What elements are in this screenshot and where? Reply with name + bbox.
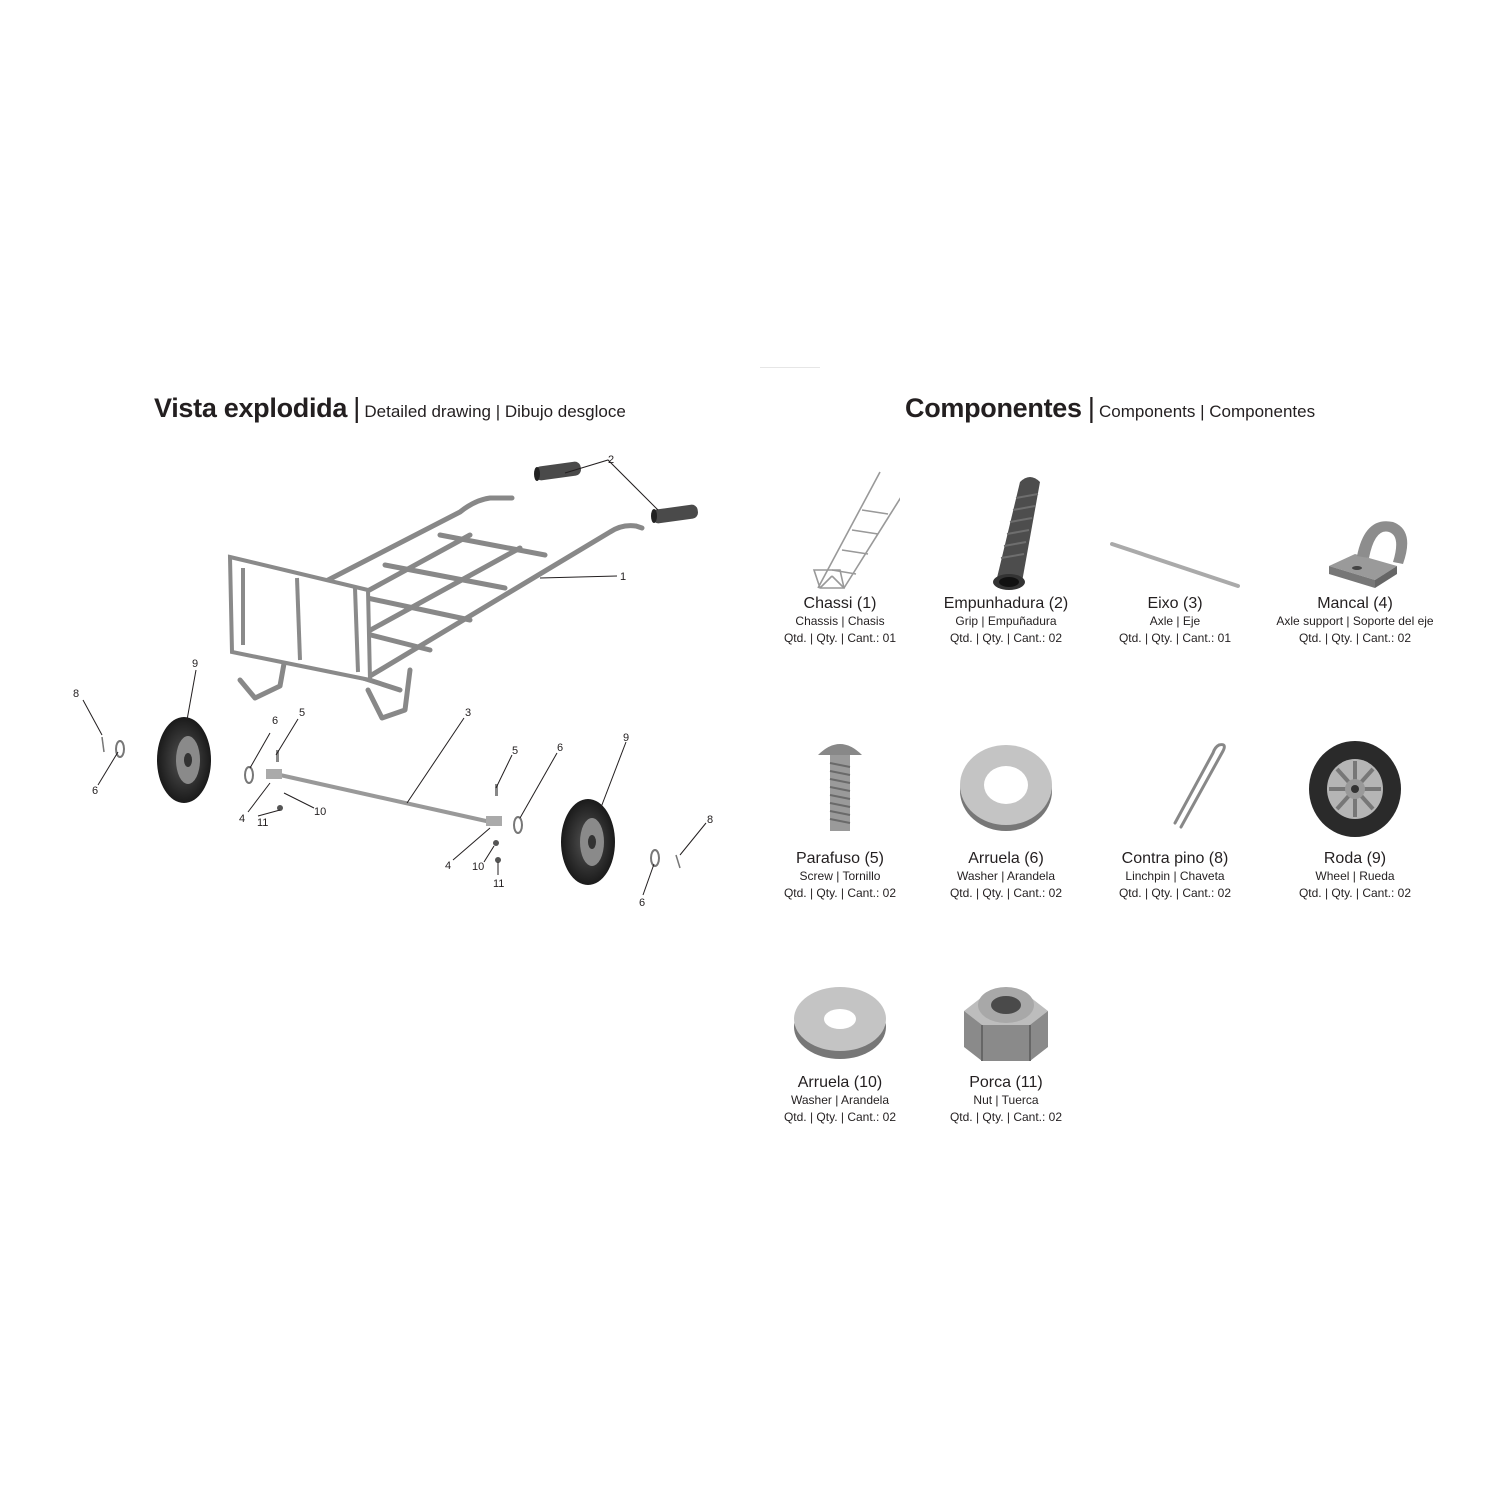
callout-11: 11: [257, 817, 269, 829]
component-quantity: Qtd. | Qty. | Cant.: 02: [1118, 886, 1232, 900]
component-name: Eixo (3): [1147, 595, 1203, 612]
component-grip: [921, 470, 1091, 647]
heading-separator: |: [353, 392, 361, 423]
component-name: Porca (11): [969, 1074, 1043, 1091]
axle-drawing: [280, 775, 495, 823]
callout-1: 1: [620, 571, 627, 583]
nut-icon: [946, 975, 1066, 1071]
component-axle-support: [1270, 470, 1440, 647]
component-name: Parafuso (5): [795, 850, 885, 867]
wheel-icon: [1295, 735, 1415, 847]
components-heading: [905, 392, 1315, 424]
callout-4: 4: [445, 860, 452, 872]
callout-9: 9: [192, 658, 199, 670]
component-washer: [921, 735, 1091, 902]
component-chassis: [755, 470, 925, 647]
callout-8: 8: [73, 688, 80, 700]
chassis-front-plate: [230, 557, 370, 680]
components-title: Componentes: [905, 393, 1082, 423]
component-translation: Nut | Tuerca: [973, 1093, 1039, 1107]
component-translation: Chassis | Chasis: [795, 614, 885, 628]
callout-6: 6: [639, 897, 646, 909]
component-quantity: Qtd. | Qty. | Cant.: 02: [949, 631, 1063, 645]
component-translation: Axle support | Soporte del eje: [1276, 614, 1434, 628]
callout-6: 6: [557, 742, 564, 754]
callout-6: 6: [92, 785, 99, 797]
component-translation: Grip | Empuñadura: [955, 614, 1057, 628]
component-screw: [755, 735, 925, 902]
component-name: Arruela (10): [797, 1074, 883, 1091]
callout-3: 3: [465, 707, 472, 719]
component-name: Chassi (1): [803, 595, 877, 612]
chassis-icon: [780, 470, 900, 592]
washer-icon: [780, 975, 900, 1071]
nut-drawing: [277, 805, 501, 863]
axle-icon: [1110, 470, 1240, 592]
component-nut: [921, 975, 1091, 1126]
component-translation: Washer | Arandela: [956, 869, 1056, 883]
grip-drawing: [534, 461, 699, 524]
component-name: Roda (9): [1323, 850, 1387, 867]
exploded-view-subtitle: Detailed drawing | Dibujo desgloce: [364, 402, 626, 421]
component-name: Empunhadura (2): [943, 595, 1069, 612]
components-subtitle: Components | Componentes: [1099, 402, 1316, 421]
callout-5: 5: [299, 707, 306, 719]
component-quantity: Qtd. | Qty. | Cant.: 02: [949, 1110, 1063, 1124]
top-divider: [760, 367, 820, 368]
wheel-drawing: [561, 799, 615, 885]
component-name: Contra pino (8): [1121, 850, 1229, 867]
axle-support-drawing: [266, 769, 282, 779]
washer-icon: [946, 735, 1066, 847]
component-translation: Axle | Eje: [1149, 614, 1201, 628]
callout-11: 11: [493, 878, 505, 890]
component-washer-10: [755, 975, 925, 1126]
heading-separator: |: [1087, 392, 1095, 423]
exploded-view-drawing: [0, 440, 760, 940]
component-translation: Wheel | Rueda: [1315, 869, 1395, 883]
callout-10: 10: [472, 861, 485, 873]
exploded-view-heading: [154, 392, 626, 424]
component-name: Mancal (4): [1317, 595, 1393, 612]
callout-5: 5: [512, 745, 519, 757]
axle-support-icon: [1295, 470, 1415, 592]
component-translation: Screw | Tornillo: [799, 869, 881, 883]
callout-9: 9: [623, 732, 630, 744]
component-quantity: Qtd. | Qty. | Cant.: 02: [1298, 631, 1412, 645]
component-quantity: Qtd. | Qty. | Cant.: 02: [1298, 886, 1412, 900]
component-wheel: [1270, 735, 1440, 902]
axle-support-drawing: [486, 816, 502, 826]
component-translation: Linchpin | Chaveta: [1125, 869, 1225, 883]
component-translation: Washer | Arandela: [790, 1093, 890, 1107]
callout-8: 8: [707, 814, 714, 826]
callout-10: 10: [314, 806, 327, 818]
screw-icon: [780, 735, 900, 847]
component-name: Arruela (6): [968, 850, 1044, 867]
component-quantity: Qtd. | Qty. | Cant.: 02: [783, 886, 897, 900]
wheel-drawing: [157, 717, 211, 803]
component-quantity: Qtd. | Qty. | Cant.: 02: [783, 1110, 897, 1124]
callout-2: 2: [608, 454, 615, 466]
callout-4: 4: [239, 813, 246, 825]
callout-6: 6: [272, 715, 279, 727]
linchpin-icon: [1115, 735, 1235, 847]
screw-drawing: [276, 750, 498, 796]
component-quantity: Qtd. | Qty. | Cant.: 02: [949, 886, 1063, 900]
grip-icon: [946, 470, 1066, 592]
component-axle: [1090, 470, 1260, 647]
exploded-view-title: Vista explodida: [154, 393, 348, 423]
component-quantity: Qtd. | Qty. | Cant.: 01: [1118, 631, 1232, 645]
component-quantity: Qtd. | Qty. | Cant.: 01: [783, 631, 897, 645]
component-linchpin: [1090, 735, 1260, 902]
